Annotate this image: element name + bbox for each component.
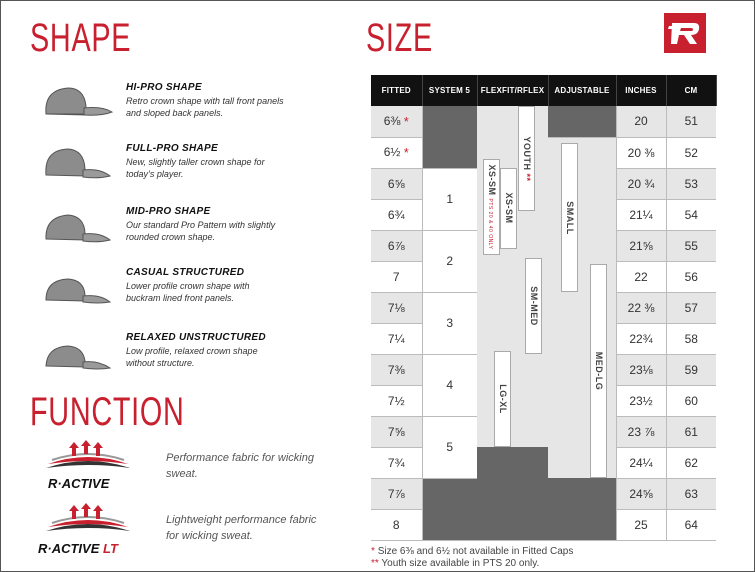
cm-cell: 59 — [666, 354, 716, 385]
full-pro-cap-icon — [40, 145, 116, 181]
cm-cell: 51 — [666, 106, 716, 137]
r-active-lt-wordmark: R·ACTIVE LT — [38, 541, 118, 556]
shape-name: FULL-PRO SHAPE — [126, 143, 218, 154]
shape-hi-pro — [40, 82, 340, 136]
inches-cell: 23½ — [616, 385, 666, 416]
col-system5: SYSTEM 5 — [422, 75, 477, 106]
shape-desc: New, slightly taller crown shape for today’s player. — [126, 157, 265, 179]
small-bar — [561, 143, 578, 292]
r-active-desc: Performance fabric for wicking sweat. — [166, 452, 314, 480]
r-active-wordmark: R·ACTIVE — [48, 476, 110, 491]
system5-size: 2 — [422, 230, 477, 292]
system5-size: 4 — [422, 354, 477, 416]
footnote-2: ** Youth size available in PTS 20 only. — [371, 558, 540, 569]
shape-full-pro — [40, 143, 340, 197]
hi-pro-cap-icon — [40, 84, 116, 120]
med-lg-bar — [590, 264, 607, 478]
lg-xl-bar-label: LG-XL — [497, 384, 508, 414]
fitted-size: 6¾ — [387, 207, 405, 222]
cm-cell: 64 — [666, 509, 716, 540]
system5-unavailable — [422, 478, 477, 540]
col-cm: CM — [666, 75, 716, 106]
fitted-cell — [371, 168, 422, 199]
fitted-size: 7⅜ — [387, 362, 405, 377]
shape-name: HI-PRO SHAPE — [126, 82, 202, 93]
shape-desc: Lower profile crown shape with buckram lined front panels. — [126, 281, 250, 303]
cm-cell: 61 — [666, 416, 716, 447]
fitted-size: 7⅛ — [387, 300, 405, 315]
fitted-cell — [371, 354, 422, 385]
relaxed-unstructured-cap-icon — [40, 334, 116, 370]
shape-heading: SHAPE — [30, 16, 132, 60]
inches-cell: 22¾ — [616, 323, 666, 354]
col-fitted: FITTED — [371, 75, 422, 106]
system5-size: 3 — [422, 292, 477, 354]
fitted-cell — [371, 261, 422, 292]
fitted-cell — [371, 416, 422, 447]
table-row — [371, 106, 716, 137]
fitted-cell — [371, 230, 422, 261]
inches-cell: 25 — [616, 509, 666, 540]
cm-cell: 57 — [666, 292, 716, 323]
fitted-cell — [371, 385, 422, 416]
youth-bar-label: YOUTH ** — [521, 136, 532, 182]
cm-cell: 56 — [666, 261, 716, 292]
shape-desc: Our standard Pro Pattern with slightly rounded crown shape. — [126, 220, 276, 242]
fitted-size: 7½ — [387, 393, 405, 408]
system5-size: 1 — [422, 168, 477, 230]
footnote-1: * Size 6⅜ and 6½ not available in Fitted Caps — [371, 546, 574, 557]
size-chart-table — [371, 75, 717, 541]
system5-size: 5 — [422, 416, 477, 478]
fitted-cell — [371, 292, 422, 323]
xs-sm-pts-bar — [483, 159, 500, 255]
inches-cell: 20 — [616, 106, 666, 137]
inches-cell: 20 ⅜ — [616, 137, 666, 168]
function-heading: FUNCTION — [30, 390, 185, 434]
fitted-cell — [371, 137, 422, 168]
fitted-size: 6⅝ — [387, 176, 405, 191]
col-adjustable: ADJUSTABLE — [548, 75, 616, 106]
fitted-size: 8 — [392, 517, 400, 532]
fitted-cell — [371, 509, 422, 540]
size-heading: SIZE — [366, 16, 433, 60]
inches-cell: 23⅛ — [616, 354, 666, 385]
fitted-cell — [371, 447, 422, 478]
inches-cell: 21⅝ — [616, 230, 666, 261]
med-lg-bar-label: MED-LG — [593, 351, 604, 391]
fitted-size: 7¾ — [387, 455, 405, 470]
fitted-size: 7⅞ — [387, 486, 405, 501]
shape-desc: Retro crown shape with tall front panels and sloped back panels. — [126, 96, 284, 118]
unavailable-star: * — [403, 145, 409, 160]
r-active-logo — [38, 440, 138, 492]
inches-cell: 24⅝ — [616, 478, 666, 509]
xs-sm-bar-label: XS-SM — [503, 192, 514, 224]
sm-med-bar — [525, 258, 542, 354]
fitted-size: 7¼ — [387, 331, 405, 346]
sm-med-bar-label: SM-MED — [528, 286, 539, 326]
cm-cell: 62 — [666, 447, 716, 478]
cm-cell: 52 — [666, 137, 716, 168]
wicking-arrows-icon — [38, 440, 138, 476]
fitted-cell — [371, 478, 422, 509]
fitted-cell — [371, 106, 422, 137]
cm-cell: 58 — [666, 323, 716, 354]
fitted-size: 6⅞ — [387, 238, 405, 253]
table-header-row — [371, 75, 716, 106]
fitted-cell — [371, 199, 422, 230]
flexfit-unavailable — [477, 447, 548, 540]
cm-cell: 53 — [666, 168, 716, 199]
youth-bar — [518, 106, 535, 211]
shape-mid-pro — [40, 206, 340, 260]
shape-name: MID-PRO SHAPE — [126, 206, 211, 217]
inches-cell: 22 ⅜ — [616, 292, 666, 323]
shape-name: RELAXED UNSTRUCTURED — [126, 332, 266, 343]
xs-sm-pts-bar-label: XS-SM PTS 20 & 40 ONLY — [486, 164, 497, 250]
casual-structured-cap-icon — [40, 269, 116, 305]
inches-cell: 24¼ — [616, 447, 666, 478]
richardson-logo — [664, 13, 706, 53]
wicking-arrows-icon — [38, 503, 138, 539]
fitted-cell — [371, 323, 422, 354]
unavailable-star: * — [403, 113, 409, 129]
small-bar-label: SMALL — [564, 200, 575, 235]
lg-xl-bar — [494, 351, 511, 447]
fitted-size: 6½ — [383, 145, 401, 159]
adjustable-unavailable — [548, 478, 616, 540]
xs-sm-bar — [500, 168, 517, 249]
fitted-size: 6⅜ — [383, 113, 401, 128]
inches-cell: 21¼ — [616, 199, 666, 230]
adjustable-unavailable — [548, 106, 616, 137]
shape-relaxed-unstructured — [40, 332, 340, 386]
inches-cell: 20 ¾ — [616, 168, 666, 199]
r-active-lt-logo — [38, 503, 148, 559]
cm-cell: 60 — [666, 385, 716, 416]
cm-cell: 55 — [666, 230, 716, 261]
cm-cell: 63 — [666, 478, 716, 509]
fitted-size: 7 — [392, 269, 400, 284]
system5-unavailable — [422, 106, 477, 168]
shape-desc: Low profile, relaxed crown shape without structure. — [126, 346, 258, 368]
inches-cell: 22 — [616, 261, 666, 292]
mid-pro-cap-icon — [40, 208, 116, 244]
shape-name: CASUAL STRUCTURED — [126, 267, 245, 278]
col-flexfit: FLEXFIT/RFLEX — [477, 75, 548, 106]
r-active-lt-desc: Lightweight performance fabric for wicking sweat. — [166, 514, 317, 542]
fitted-size: 7⅝ — [387, 424, 405, 439]
col-inches: INCHES — [616, 75, 666, 106]
cm-cell: 54 — [666, 199, 716, 230]
inches-cell: 23 ⅞ — [616, 416, 666, 447]
shape-casual-structured — [40, 267, 340, 321]
